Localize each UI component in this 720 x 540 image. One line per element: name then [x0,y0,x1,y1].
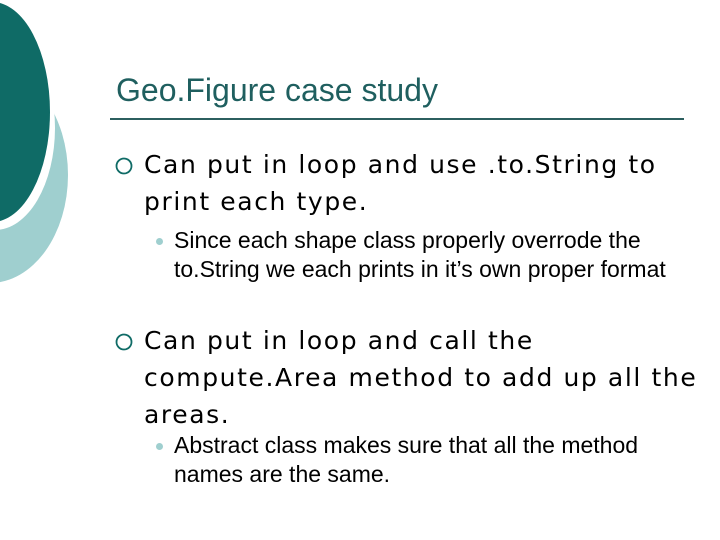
title-underline [110,118,684,120]
sub-bullet-text: Since each shape class properly overrode the to.String we each prints in it’s own proper format [174,227,666,282]
bullet-text: Can put in loop and call the compute.Area method to add up all the areas. [144,326,698,429]
sub-bullet-text: Abstract class makes sure that all the method names are the same. [174,432,639,487]
corner-decoration [0,0,120,300]
hollow-circle-icon [113,331,135,353]
bullet-text: Can put in loop and use .to.String to print each type. [144,150,657,216]
filled-circle-icon [156,443,163,450]
hollow-circle-icon [113,155,135,177]
slide-title: Geo.Figure case study [116,72,438,108]
filled-circle-icon [156,238,163,245]
